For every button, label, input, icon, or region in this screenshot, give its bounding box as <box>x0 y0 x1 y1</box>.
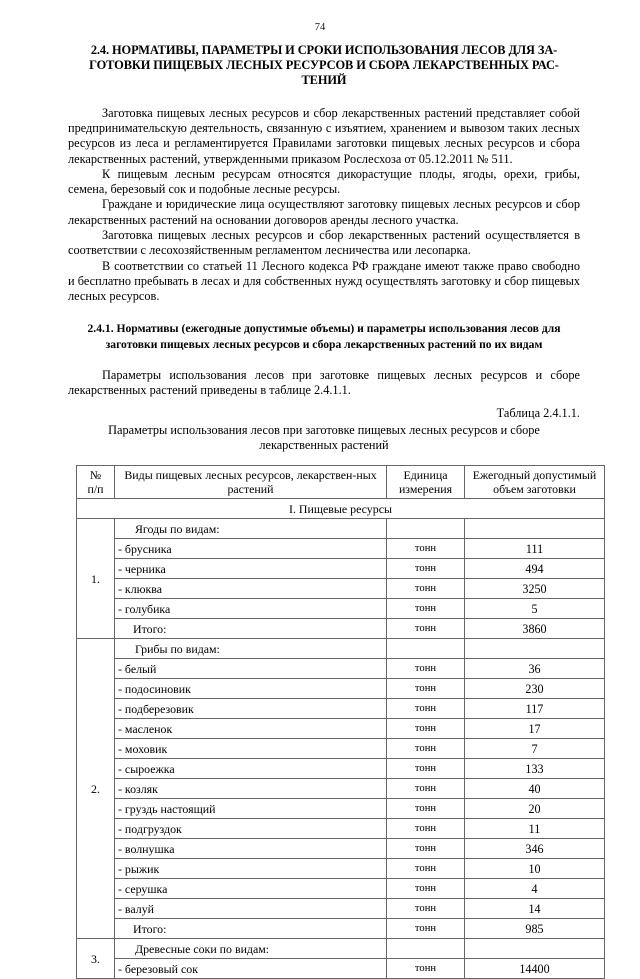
paragraph-3: Граждане и юридические лица осуществляют заготовку пищевых лесных ресурсов и сбор лекарственных растений на основании договоров аренды лесного участка. <box>68 197 580 227</box>
paragraph-1: Заготовка пищевых лесных ресурсов и сбор лекарственных растений представляет собой предпринимательскую деятельность, связанную с изъятием, хранением и вывозом таких лесных ресурсов из леса и регламентируется Правилами заготовки пищевых лесных ресурсов и сбора лекарственных растений, утвержденными приказом Рослесхоза от 05.12.2011 № 511. <box>68 105 580 166</box>
row-number-cell: 3. <box>77 939 115 979</box>
paragraph-5: В соответствии со статьей 11 Лесного кодекса РФ граждане имеют также право свободно и бесплатно пребывать в лесах и для собственных нужд осуществлять заготовку и сбор пищевых лесных ресурсов. <box>68 258 580 304</box>
unit-cell: тонн <box>387 559 465 579</box>
group-label-cell: Грибы по видам: <box>115 639 387 659</box>
unit-cell: тонн <box>387 839 465 859</box>
table-caption: Параметры использования лесов при заготовке пищевых лесных ресурсов и сборе лекарственных растений <box>108 422 540 453</box>
volume-cell: 40 <box>465 779 605 799</box>
unit-cell: тонн <box>387 779 465 799</box>
resource-name-cell: - рыжик <box>115 859 387 879</box>
column-header-unit: Единица измерения <box>387 466 465 499</box>
table-row <box>77 759 605 779</box>
resource-name-cell: - подберезовик <box>115 699 387 719</box>
volume-cell: 494 <box>465 559 605 579</box>
column-header-no-line2: п/п <box>87 482 104 497</box>
unit-cell: тонн <box>387 859 465 879</box>
section-title-cell: I. Пищевые ресурсы <box>77 499 605 519</box>
unit-cell: тонн <box>387 539 465 559</box>
table-row <box>77 779 605 799</box>
table-row <box>77 579 605 599</box>
group-unit-cell <box>387 939 465 959</box>
resource-name-cell: - клюква <box>115 579 387 599</box>
unit-cell: тонн <box>387 919 465 939</box>
table-row <box>77 919 605 939</box>
volume-cell: 7 <box>465 739 605 759</box>
table-reference-paragraph: Параметры использования лесов при заготовке пищевых лесных ресурсов и сборе лекарственных растений приведены в таблице 2.4.1.1. <box>68 367 580 398</box>
page-number: 74 <box>314 22 326 33</box>
volume-cell: 133 <box>465 759 605 779</box>
volume-cell: 36 <box>465 659 605 679</box>
volume-cell: 4 <box>465 879 605 899</box>
unit-cell: тонн <box>387 899 465 919</box>
table-groups-body <box>77 519 605 979</box>
unit-cell: тонн <box>387 579 465 599</box>
resource-name-cell: - березовый сок <box>115 959 387 979</box>
table-row <box>77 959 605 979</box>
column-header-description: Виды пищевых лесных ресурсов, лекарствен-ных растений <box>115 466 387 499</box>
table-header-row <box>77 466 605 499</box>
resource-name-cell: - волнушка <box>115 839 387 859</box>
table-row <box>77 719 605 739</box>
volume-cell: 3250 <box>465 579 605 599</box>
table-row <box>77 619 605 639</box>
unit-cell: тонн <box>387 739 465 759</box>
table-row <box>77 739 605 759</box>
parameters-table <box>76 465 605 979</box>
group-unit-cell <box>387 639 465 659</box>
table-row <box>77 699 605 719</box>
group-label-cell: Древесные соки по видам: <box>115 939 387 959</box>
unit-cell: тонн <box>387 799 465 819</box>
resource-name-cell: - моховик <box>115 739 387 759</box>
table-row <box>77 599 605 619</box>
volume-cell: 230 <box>465 679 605 699</box>
volume-cell: 117 <box>465 699 605 719</box>
resource-name-cell: - серушка <box>115 879 387 899</box>
volume-cell: 3860 <box>465 619 605 639</box>
table-section-row <box>77 499 605 519</box>
resource-name-cell: - подосиновик <box>115 679 387 699</box>
column-header-volume: Ежегодный допустимый объем заготовки <box>465 466 605 499</box>
resource-name-cell: - груздь настоящий <box>115 799 387 819</box>
volume-cell: 111 <box>465 539 605 559</box>
paragraph-2: К пищевым лесным ресурсам относятся дикорастущие плоды, ягоды, орехи, грибы, семена, березовый сок и подобные лесные ресурсы. <box>68 166 580 197</box>
volume-cell: 11 <box>465 819 605 839</box>
unit-cell: тонн <box>387 879 465 899</box>
unit-cell: тонн <box>387 719 465 739</box>
volume-cell: 17 <box>465 719 605 739</box>
table-body <box>77 499 605 519</box>
section-subheading: 2.4.1. Нормативы (ежегодные допустимые объемы) и параметры использования лесов для заготовки пищевых лесных ресурсов и сбора лекарственных растений по их видам <box>87 322 561 351</box>
page-content <box>68 43 597 979</box>
resource-name-cell: - брусника <box>115 539 387 559</box>
unit-cell: тонн <box>387 679 465 699</box>
table-row <box>77 659 605 679</box>
resource-name-cell: - масленок <box>115 719 387 739</box>
table-row <box>77 679 605 699</box>
resource-name-cell: - козляк <box>115 779 387 799</box>
unit-cell: тонн <box>387 659 465 679</box>
group-label-cell: Ягоды по видам: <box>115 519 387 539</box>
row-number-cell: 2. <box>77 639 115 939</box>
page-title: 2.4. НОРМАТИВЫ, ПАРАМЕТРЫ И СРОКИ ИСПОЛЬЗОВАНИЯ ЛЕСОВ ДЛЯ ЗА-ГОТОВКИ ПИЩЕВЫХ ЛЕСНЫХ РЕСУРСОВ И СБОРА ЛЕКАРСТВЕННЫХ РАС-ТЕНИЙ <box>89 43 559 88</box>
volume-cell: 20 <box>465 799 605 819</box>
unit-cell: тонн <box>387 759 465 779</box>
volume-cell: 10 <box>465 859 605 879</box>
unit-cell: тонн <box>387 599 465 619</box>
unit-cell: тонн <box>387 619 465 639</box>
table-row <box>77 639 605 659</box>
volume-cell: 985 <box>465 919 605 939</box>
volume-cell: 14 <box>465 899 605 919</box>
table-row <box>77 859 605 879</box>
table-row <box>77 899 605 919</box>
column-header-no <box>77 466 115 499</box>
resource-name-cell: - подгруздок <box>115 819 387 839</box>
table-row <box>77 799 605 819</box>
group-volume-cell <box>465 939 605 959</box>
group-volume-cell <box>465 639 605 659</box>
resource-name-cell: - белый <box>115 659 387 679</box>
unit-cell: тонн <box>387 699 465 719</box>
row-number-cell: 1. <box>77 519 115 639</box>
resource-name-cell: - сыроежка <box>115 759 387 779</box>
table-row <box>77 879 605 899</box>
resource-name-cell: - валуй <box>115 899 387 919</box>
total-label-cell: Итого: <box>115 619 387 639</box>
table-row <box>77 939 605 959</box>
volume-cell: 14400 <box>465 959 605 979</box>
table-row <box>77 519 605 539</box>
column-header-no-line1: № <box>89 468 102 483</box>
group-volume-cell <box>465 519 605 539</box>
table-row <box>77 819 605 839</box>
unit-cell: тонн <box>387 819 465 839</box>
unit-cell: тонн <box>387 959 465 979</box>
table-label: Таблица 2.4.1.1. <box>496 406 580 421</box>
resource-name-cell: - черника <box>115 559 387 579</box>
volume-cell: 5 <box>465 599 605 619</box>
table-row <box>77 539 605 559</box>
group-unit-cell <box>387 519 465 539</box>
paragraph-4: Заготовка пищевых лесных ресурсов и сбор лекарственных растений осуществляется в соответствии с лесохозяйственным регламентом лесничества или лесопарка. <box>68 227 580 258</box>
total-label-cell: Итого: <box>115 919 387 939</box>
table-row <box>77 559 605 579</box>
table-row <box>77 839 605 859</box>
volume-cell: 346 <box>465 839 605 859</box>
resource-name-cell: - голубика <box>115 599 387 619</box>
